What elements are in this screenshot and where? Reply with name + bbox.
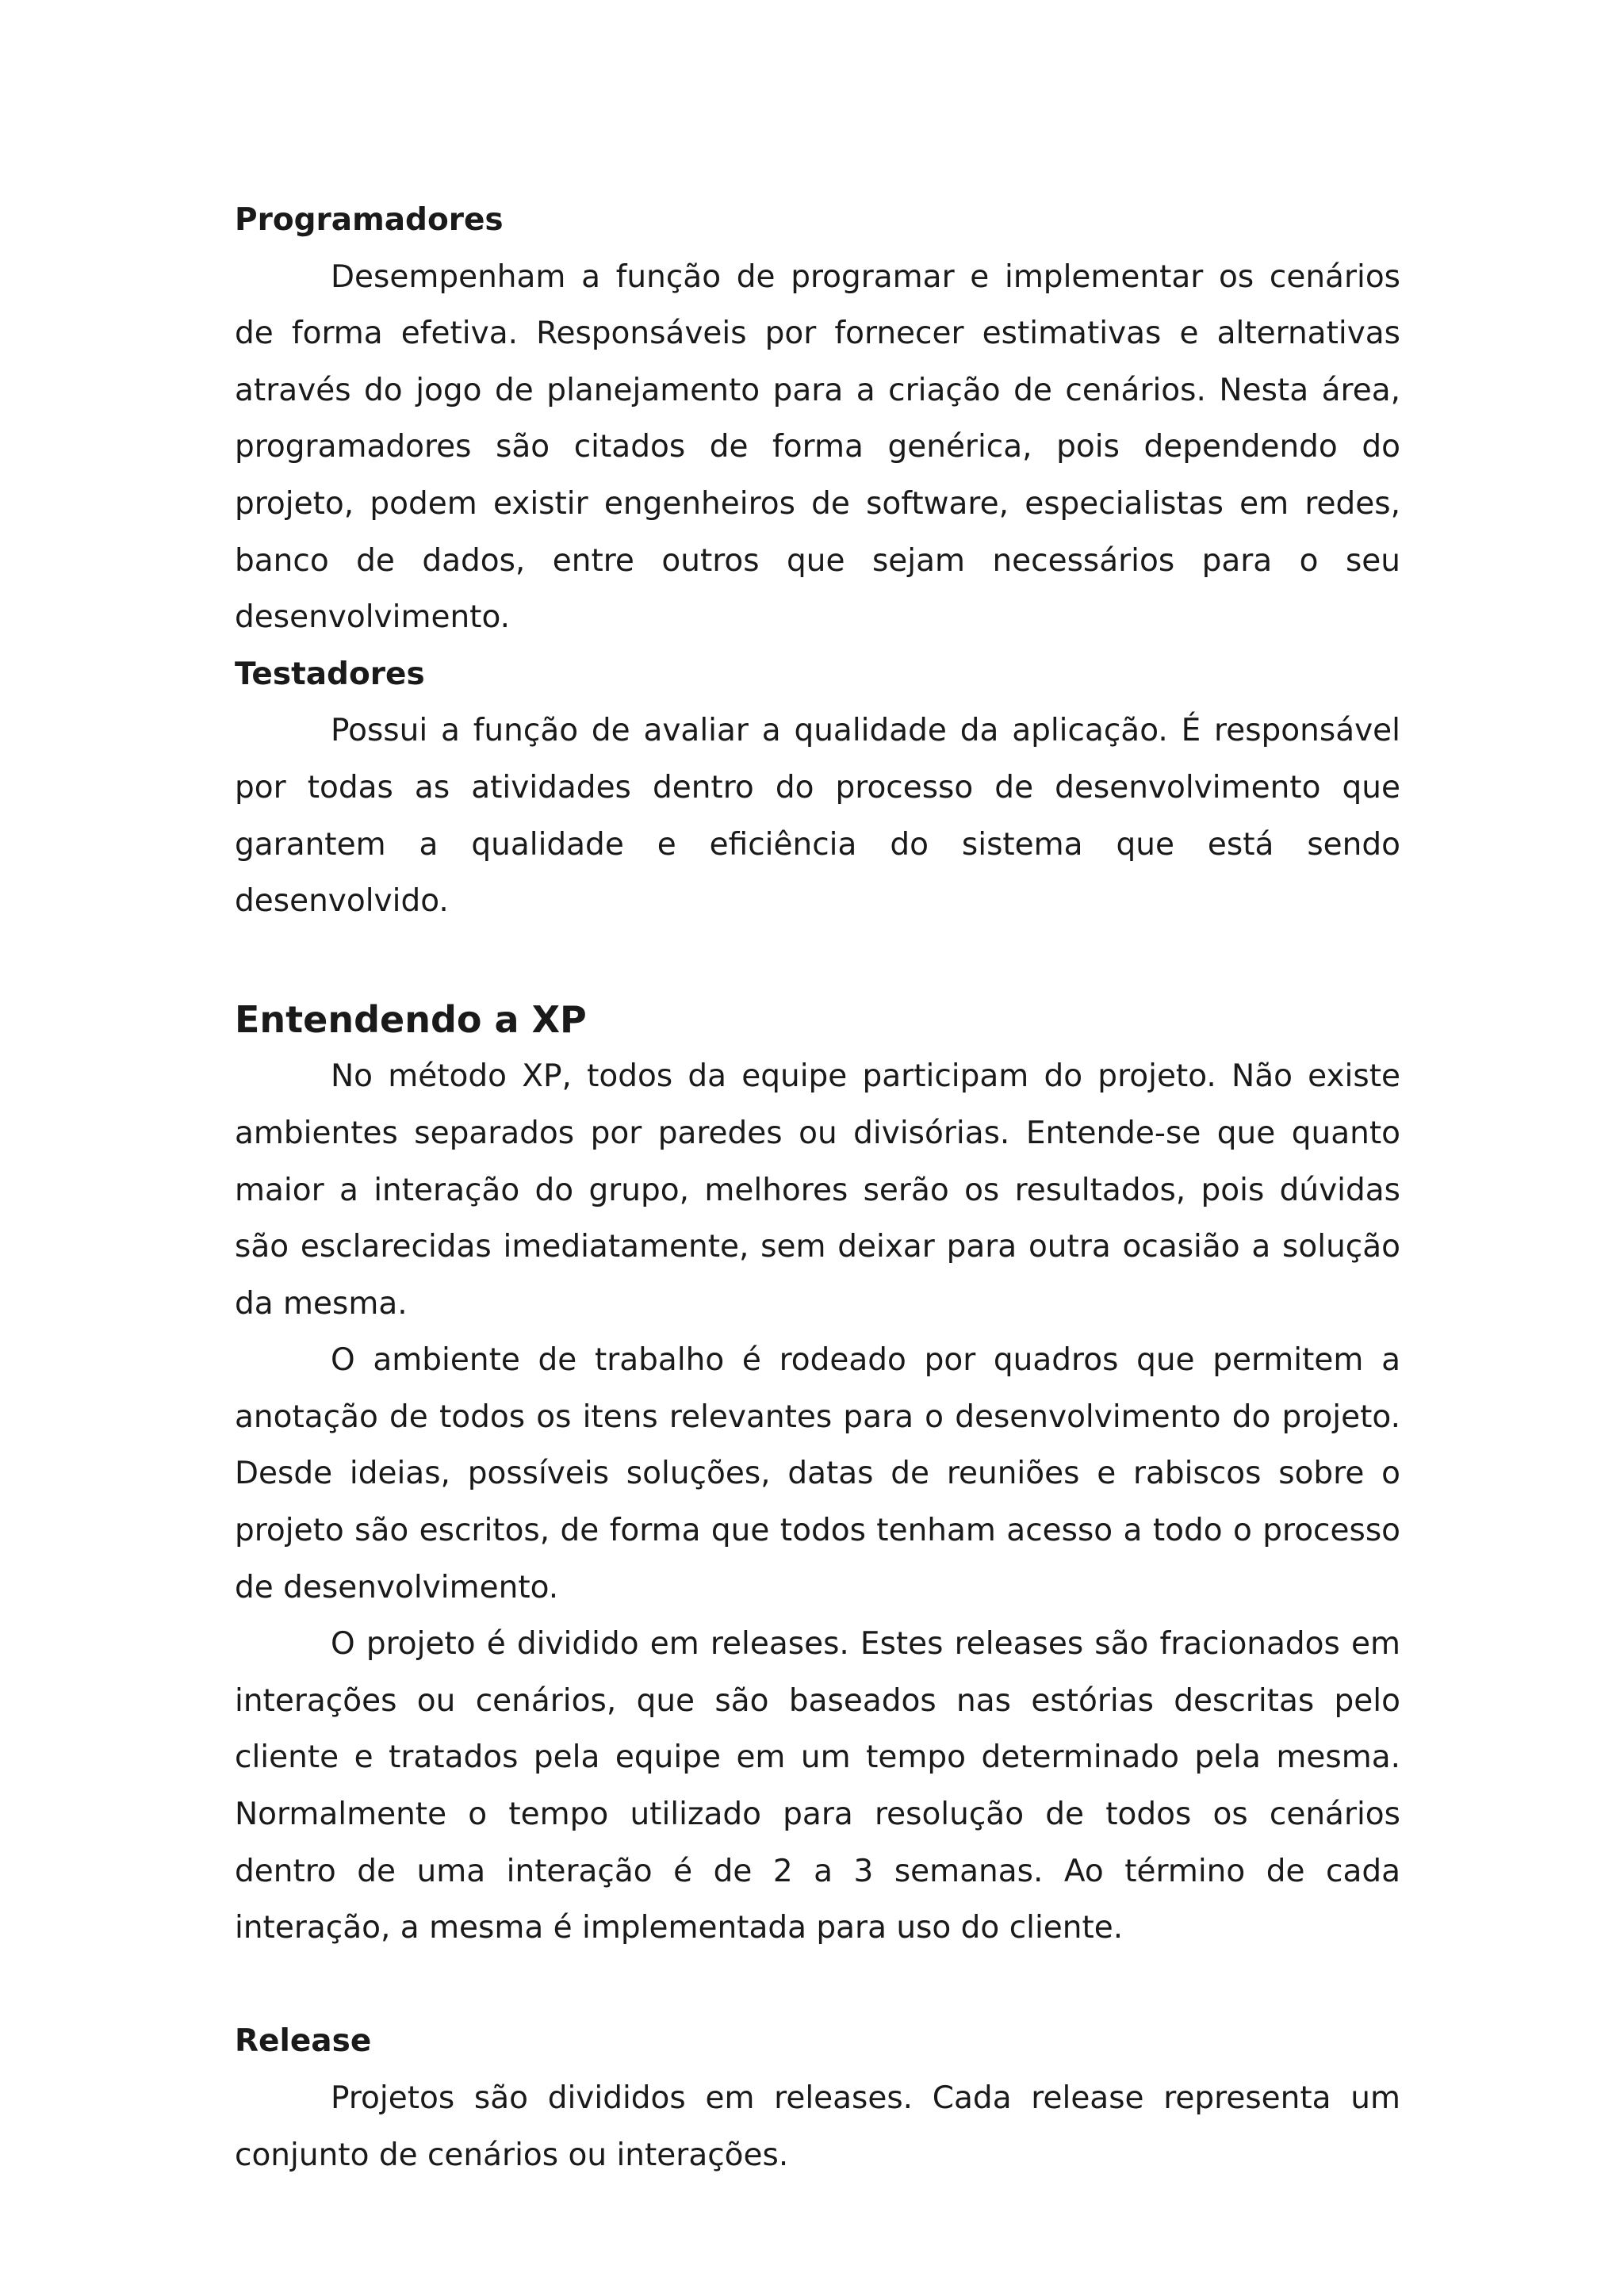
paragraph-testadores: Possui a função de avaliar a qualidade da aplicação. É responsável por todas as atividades dentro do processo de desenvolvimento que garantem a qualidade e eficiência do sistema que está sendo desenvolvido. xyxy=(235,713,1400,920)
subheading-testadores: Testadores xyxy=(235,656,425,692)
subheading-programadores: Programadores xyxy=(235,202,504,238)
paragraph-xp-1: No método XP, todos da equipe participam do projeto. Não existe ambientes separados por paredes ou divisórias. Entende-se que quanto maior a interação do grupo, melhores serão os resultados, pois dúvidas são esclarecidas imediatamente, sem deixar para outra ocasião a solução da mesma. xyxy=(235,1058,1400,1322)
subheading-release: Release xyxy=(235,2023,372,2060)
document-content xyxy=(235,192,1400,2183)
paragraph-release: Projetos são divididos em releases. Cada release representa um conjunto de cenários ou interações. xyxy=(235,2080,1400,2173)
heading-entendendo-xp: Entendendo a XP xyxy=(235,997,587,1041)
paragraph-xp-3: O projeto é dividido em releases. Estes releases são fracionados em interações ou cenários, que são baseados nas estórias descritas pelo cliente e tratados pela equipe em um tempo determinado pela mesma. Normalmente o tempo utilizado para resolução de todos os cenários dentro de uma interação é de 2 a 3 semanas. Ao término de cada interação, a mesma é implementada para uso do cliente. xyxy=(235,1626,1400,1946)
paragraph-programadores: Desempenham a função de programar e implementar os cenários de forma efetiva. Responsáveis por fornecer estimativas e alternativas através do jogo de planejamento para a criação de cenários. Nesta área, programadores são citados de forma genérica, pois dependendo do projeto, podem existir engenheiros de software, especialistas em redes, banco de dados, entre outros que sejam necessários para o seu desenvolvimento. xyxy=(235,258,1400,636)
paragraph-xp-2: O ambiente de trabalho é rodeado por quadros que permitem a anotação de todos os itens relevantes para o desenvolvimento do projeto. Desde ideias, possíveis soluções, datas de reuniões e rabiscos sobre o projeto são escritos, de forma que todos tenham acesso a todo o processo de desenvolvimento. xyxy=(235,1342,1400,1605)
